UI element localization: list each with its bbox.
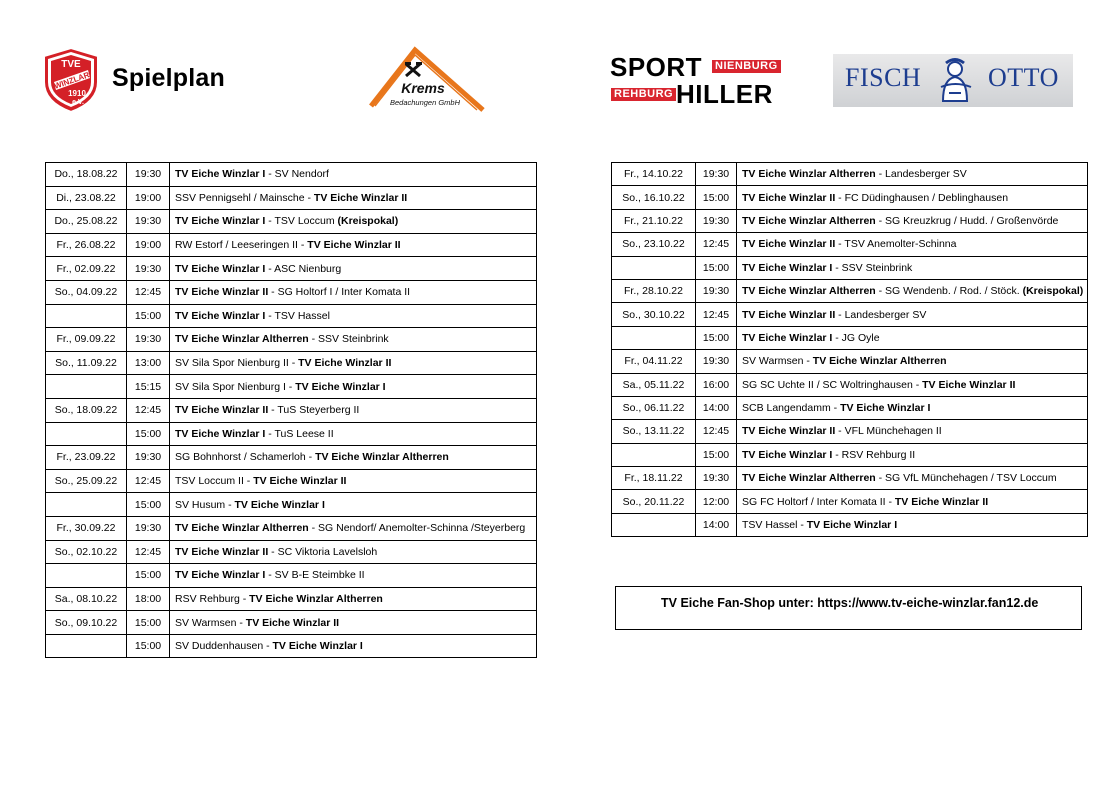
- match-text: - SV Nendorf: [265, 168, 329, 181]
- krems-logo-sub: Bedachungen GmbH: [389, 98, 461, 107]
- match-pairing: [737, 467, 1088, 490]
- schedule-row: [46, 351, 537, 375]
- match-pairing: [170, 210, 537, 234]
- match-date: So., 04.09.22: [46, 280, 127, 304]
- match-text: - Landesberger SV: [875, 168, 967, 181]
- match-pairing: [737, 513, 1088, 536]
- match-date: So., 11.09.22: [46, 351, 127, 375]
- match-text: SCB Langendamm -: [742, 402, 841, 415]
- match-date: Fr., 23.09.22: [46, 446, 127, 470]
- match-text: - SC Viktoria Lavelsloh: [268, 545, 378, 558]
- match-pairing: [737, 163, 1088, 186]
- match-date: Do., 25.08.22: [46, 210, 127, 234]
- match-date: [612, 513, 696, 536]
- match-text: TSV Hassel -: [742, 519, 807, 532]
- team-highlight: TV Eiche Winzlar II: [742, 191, 836, 204]
- team-highlight: TV Eiche Winzlar II: [313, 191, 408, 204]
- match-time: 15:00: [696, 443, 737, 466]
- team-highlight: TV Eiche Winzlar I: [175, 569, 266, 582]
- match-text: TSV Loccum II -: [175, 475, 254, 488]
- schedule-row: [612, 513, 1088, 536]
- match-text: RW Estorf / Leeseringen II -: [175, 239, 308, 252]
- team-highlight: TV Eiche Winzlar I: [175, 309, 266, 322]
- match-pairing: [737, 326, 1088, 349]
- match-time: 14:00: [696, 513, 737, 536]
- team-highlight: TV Eiche Winzlar Altherren: [742, 472, 876, 485]
- team-highlight: TV Eiche Winzlar II: [298, 357, 392, 370]
- match-time: 15:00: [696, 186, 737, 209]
- team-highlight: TV Eiche Winzlar II: [175, 404, 269, 417]
- schedule-row: [612, 373, 1088, 396]
- match-text: SG Bohnhorst / Schamerloh -: [175, 451, 316, 464]
- fisch-otto-left: FISCH: [845, 63, 922, 92]
- match-date: So., 09.10.22: [46, 611, 127, 635]
- club-logo: [40, 46, 102, 114]
- schedule-row: [46, 422, 537, 446]
- match-date: [612, 326, 696, 349]
- match-time: 12:45: [696, 420, 737, 443]
- match-date: [46, 493, 127, 517]
- match-pairing: [737, 350, 1088, 373]
- schedule-row: [612, 467, 1088, 490]
- match-date: [46, 422, 127, 446]
- schedule-row: [46, 328, 537, 352]
- team-highlight: TV Eiche Winzlar II: [175, 545, 269, 558]
- match-pairing: [737, 490, 1088, 513]
- schedule-row: [46, 233, 537, 257]
- schedule-row: [46, 634, 537, 658]
- team-highlight: TV Eiche Winzlar I: [175, 427, 266, 440]
- match-pairing: [170, 611, 537, 635]
- hiller-sport-word: SPORT: [610, 52, 703, 82]
- match-date: Fr., 18.11.22: [612, 467, 696, 490]
- match-time: 12:00: [696, 490, 737, 513]
- schedule-row: [612, 233, 1088, 256]
- schedule-row: [46, 398, 537, 422]
- schedule-row: [46, 493, 537, 517]
- match-time: 19:30: [696, 467, 737, 490]
- schedule-row: [46, 163, 537, 187]
- match-time: 15:00: [127, 493, 170, 517]
- team-highlight: TV Eiche Winzlar I: [272, 640, 363, 653]
- match-time: 13:00: [127, 351, 170, 375]
- schedule-row: [46, 257, 537, 281]
- match-date: Di., 23.08.22: [46, 186, 127, 210]
- match-text: - SG Wendenb. / Rod. / Stöck.: [875, 285, 1023, 298]
- match-time: 12:45: [127, 540, 170, 564]
- match-date: [612, 443, 696, 466]
- match-time: 12:45: [696, 233, 737, 256]
- schedule-row: [46, 611, 537, 635]
- match-text: SSV Pennigsehl / Mainsche -: [175, 191, 314, 204]
- team-highlight: TV Eiche Winzlar I: [175, 262, 266, 275]
- match-date: So., 06.11.22: [612, 396, 696, 419]
- match-time: 19:30: [696, 279, 737, 302]
- match-time: 12:45: [127, 469, 170, 493]
- match-time: 15:00: [127, 304, 170, 328]
- team-highlight: TV Eiche Winzlar Altherren: [175, 333, 309, 346]
- match-date: Sa., 05.11.22: [612, 373, 696, 396]
- team-highlight: TV Eiche Winzlar II: [922, 378, 1016, 391]
- schedule-row: [612, 303, 1088, 326]
- team-highlight: TV Eiche Winzlar I: [742, 261, 833, 274]
- match-time: 16:00: [696, 373, 737, 396]
- match-time: 19:30: [696, 163, 737, 186]
- match-text: - TuS Leese II: [265, 427, 334, 440]
- match-pairing: [170, 540, 537, 564]
- match-pairing: [170, 469, 537, 493]
- club-logo-winzlar: WINZLAR: [52, 70, 91, 91]
- match-date: So., 25.09.22: [46, 469, 127, 493]
- schedule-row: [46, 540, 537, 564]
- match-time: 12:45: [696, 303, 737, 326]
- match-pairing: [170, 163, 537, 187]
- match-pairing: [737, 443, 1088, 466]
- match-pairing: [737, 303, 1088, 326]
- match-text: - TuS Steyerberg II: [268, 404, 360, 417]
- page-title: Spielplan: [112, 64, 225, 92]
- club-logo-tve: TVE: [61, 59, 81, 70]
- match-time: 19:30: [127, 257, 170, 281]
- schedule-row: [46, 186, 537, 210]
- match-text: SV Warmsen -: [175, 616, 246, 629]
- fisch-otto-right: OTTO: [988, 63, 1059, 92]
- match-pairing: [170, 422, 537, 446]
- team-highlight: TV Eiche Winzlar II: [742, 425, 836, 438]
- match-date: Fr., 30.09.22: [46, 516, 127, 540]
- match-pairing: [170, 564, 537, 588]
- match-text: - JG Oyle: [832, 331, 880, 344]
- fisherman-icon: [937, 57, 973, 108]
- match-pairing: [170, 446, 537, 470]
- match-pairing: [737, 420, 1088, 443]
- match-pairing: [170, 398, 537, 422]
- match-pairing: [737, 209, 1088, 232]
- match-date: So., 30.10.22: [612, 303, 696, 326]
- match-date: So., 18.09.22: [46, 398, 127, 422]
- match-pairing: [170, 351, 537, 375]
- match-pairing: [170, 186, 537, 210]
- match-date: Do., 18.08.22: [46, 163, 127, 187]
- match-date: Fr., 04.11.22: [612, 350, 696, 373]
- match-text: - FC Düdinghausen / Deblinghausen: [835, 191, 1009, 204]
- schedule-row: [612, 279, 1088, 302]
- match-date: So., 20.11.22: [612, 490, 696, 513]
- sport-hiller-logo: [608, 52, 778, 109]
- match-time: 19:30: [127, 516, 170, 540]
- fisch-otto-logo: [833, 54, 1073, 107]
- team-highlight: TV Eiche Winzlar I: [175, 215, 266, 228]
- team-highlight: TV Eiche Winzlar II: [307, 239, 401, 252]
- match-time: 15:15: [127, 375, 170, 399]
- match-text: - SSV Steinbrink: [308, 333, 389, 346]
- match-pairing: [170, 493, 537, 517]
- match-text: SG SC Uchte II / SC Woltringhausen -: [742, 378, 923, 391]
- match-text: - RSV Rehburg II: [832, 448, 916, 461]
- match-date: [46, 564, 127, 588]
- match-pairing: [170, 304, 537, 328]
- match-pairing: [737, 233, 1088, 256]
- schedule-row: [612, 420, 1088, 443]
- match-time: 19:30: [696, 350, 737, 373]
- match-pairing: [170, 280, 537, 304]
- match-date: Fr., 14.10.22: [612, 163, 696, 186]
- team-highlight: TV Eiche Winzlar Altherren: [812, 355, 947, 368]
- match-time: 19:30: [127, 163, 170, 187]
- match-text: SG FC Holtorf / Inter Komata II -: [742, 495, 895, 508]
- match-time: 12:45: [127, 280, 170, 304]
- match-text: - TSV Anemolter-Schinna: [835, 238, 957, 251]
- fanshop-box: [615, 586, 1082, 630]
- team-highlight: TV Eiche Winzlar I: [175, 168, 266, 181]
- match-text: SV Sila Spor Nienburg I -: [175, 380, 296, 393]
- hiller-hiller-word: HILLER: [676, 79, 773, 109]
- match-date: Sa., 08.10.22: [46, 587, 127, 611]
- team-highlight: TV Eiche Winzlar Altherren: [249, 592, 383, 605]
- schedule-row: [46, 516, 537, 540]
- schedule-row: [612, 350, 1088, 373]
- schedule-row: [612, 490, 1088, 513]
- match-text: RSV Rehburg -: [175, 592, 250, 605]
- schedule-row: [46, 469, 537, 493]
- match-text: - SV B-E Steimbke II: [265, 569, 365, 582]
- fanshop-text: TV Eiche Fan-Shop unter: https://www.tv-eiche-winzlar.fan12.de: [661, 596, 1039, 610]
- krems-logo-name: Krems: [401, 80, 445, 96]
- match-pairing: [737, 396, 1088, 419]
- match-time: 14:00: [696, 396, 737, 419]
- match-text: - TSV Hassel: [265, 309, 330, 322]
- krems-logo: [365, 46, 485, 116]
- match-pairing: [170, 257, 537, 281]
- schedule-row: [612, 443, 1088, 466]
- match-date: Fr., 09.09.22: [46, 328, 127, 352]
- match-text: - SSV Steinbrink: [832, 261, 913, 274]
- match-text: - VFL Münchehagen II: [835, 425, 942, 438]
- match-text: - ASC Nienburg: [265, 262, 342, 275]
- match-time: 19:00: [127, 233, 170, 257]
- match-date: Fr., 28.10.22: [612, 279, 696, 302]
- match-time: 15:00: [696, 326, 737, 349]
- schedule-row: [46, 280, 537, 304]
- match-text: - SG VfL Münchehagen / TSV Loccum: [875, 472, 1057, 485]
- match-time: 19:00: [127, 186, 170, 210]
- match-time: 15:00: [127, 564, 170, 588]
- match-date: [46, 375, 127, 399]
- schedule-table-right: [611, 162, 1088, 537]
- schedule-row: [46, 210, 537, 234]
- match-time: 19:30: [127, 210, 170, 234]
- schedule-row: [46, 564, 537, 588]
- match-date: Fr., 02.09.22: [46, 257, 127, 281]
- club-logo-year: 1910: [68, 89, 86, 98]
- team-highlight: TV Eiche Winzlar I: [295, 380, 386, 393]
- match-time: 15:00: [127, 422, 170, 446]
- schedule-row: [612, 163, 1088, 186]
- match-date: [46, 634, 127, 658]
- match-pairing: [737, 279, 1088, 302]
- team-highlight: TV Eiche Winzlar II: [742, 238, 836, 251]
- team-highlight: (Kreispokal): [337, 215, 399, 228]
- match-text: SV Warmsen -: [742, 355, 813, 368]
- match-text: - Landesberger SV: [835, 308, 927, 321]
- schedule-row: [46, 446, 537, 470]
- match-time: 18:00: [127, 587, 170, 611]
- team-highlight: TV Eiche Winzlar I: [742, 448, 833, 461]
- schedule-row: [612, 256, 1088, 279]
- team-highlight: TV Eiche Winzlar Altherren: [742, 214, 876, 227]
- match-text: - SG Nendorf/ Anemolter-Schinna /Steyerberg: [308, 522, 526, 535]
- match-date: [612, 256, 696, 279]
- team-highlight: TV Eiche Winzlar II: [894, 495, 989, 508]
- match-text: SV Husum -: [175, 498, 235, 511]
- match-date: [46, 304, 127, 328]
- match-text: SV Duddenhausen -: [175, 640, 273, 653]
- match-text: - TSV Loccum: [265, 215, 338, 228]
- schedule-row: [612, 326, 1088, 349]
- team-highlight: (Kreispokal): [1022, 285, 1084, 298]
- match-pairing: [170, 634, 537, 658]
- hiller-nienburg-tag: NIENBURG: [712, 60, 781, 73]
- match-date: So., 02.10.22: [46, 540, 127, 564]
- match-date: Fr., 21.10.22: [612, 209, 696, 232]
- schedule-row: [46, 304, 537, 328]
- match-text: - SG Holtorf I / Inter Komata II: [268, 286, 411, 299]
- schedule-row: [612, 209, 1088, 232]
- match-pairing: [170, 375, 537, 399]
- match-date: So., 16.10.22: [612, 186, 696, 209]
- match-pairing: [737, 186, 1088, 209]
- team-highlight: TV Eiche Winzlar I: [234, 498, 325, 511]
- club-logo-ev: e.V.: [72, 99, 84, 106]
- match-date: Fr., 26.08.22: [46, 233, 127, 257]
- schedule-row: [612, 186, 1088, 209]
- match-time: 15:00: [127, 611, 170, 635]
- schedule-table-left: [45, 162, 537, 658]
- match-pairing: [170, 233, 537, 257]
- team-highlight: TV Eiche Winzlar II: [253, 475, 347, 488]
- schedule-row: [46, 587, 537, 611]
- team-highlight: TV Eiche Winzlar II: [175, 286, 269, 299]
- team-highlight: TV Eiche Winzlar Altherren: [742, 168, 876, 181]
- team-highlight: TV Eiche Winzlar I: [806, 519, 898, 532]
- match-pairing: [737, 256, 1088, 279]
- match-text: SV Sila Spor Nienburg II -: [175, 357, 299, 370]
- match-pairing: [737, 373, 1088, 396]
- team-highlight: TV Eiche Winzlar II: [742, 308, 836, 321]
- match-pairing: [170, 328, 537, 352]
- schedule-row: [612, 396, 1088, 419]
- match-text: - SG Kreuzkrug / Hudd. / Großenvörde: [875, 214, 1059, 227]
- hiller-rehburg-tag: REHBURG: [611, 88, 676, 101]
- match-pairing: [170, 587, 537, 611]
- match-date: So., 23.10.22: [612, 233, 696, 256]
- team-highlight: TV Eiche Winzlar I: [840, 402, 931, 415]
- match-date: So., 13.11.22: [612, 420, 696, 443]
- team-highlight: TV Eiche Winzlar Altherren: [742, 285, 876, 298]
- match-time: 15:00: [696, 256, 737, 279]
- team-highlight: TV Eiche Winzlar II: [245, 616, 340, 629]
- schedule-row: [46, 375, 537, 399]
- match-pairing: [170, 516, 537, 540]
- match-time: 19:30: [127, 446, 170, 470]
- match-time: 15:00: [127, 634, 170, 658]
- team-highlight: TV Eiche Winzlar I: [742, 331, 833, 344]
- team-highlight: TV Eiche Winzlar Altherren: [175, 522, 309, 535]
- match-time: 19:30: [127, 328, 170, 352]
- team-highlight: TV Eiche Winzlar Altherren: [315, 451, 449, 464]
- match-time: 12:45: [127, 398, 170, 422]
- match-time: 19:30: [696, 209, 737, 232]
